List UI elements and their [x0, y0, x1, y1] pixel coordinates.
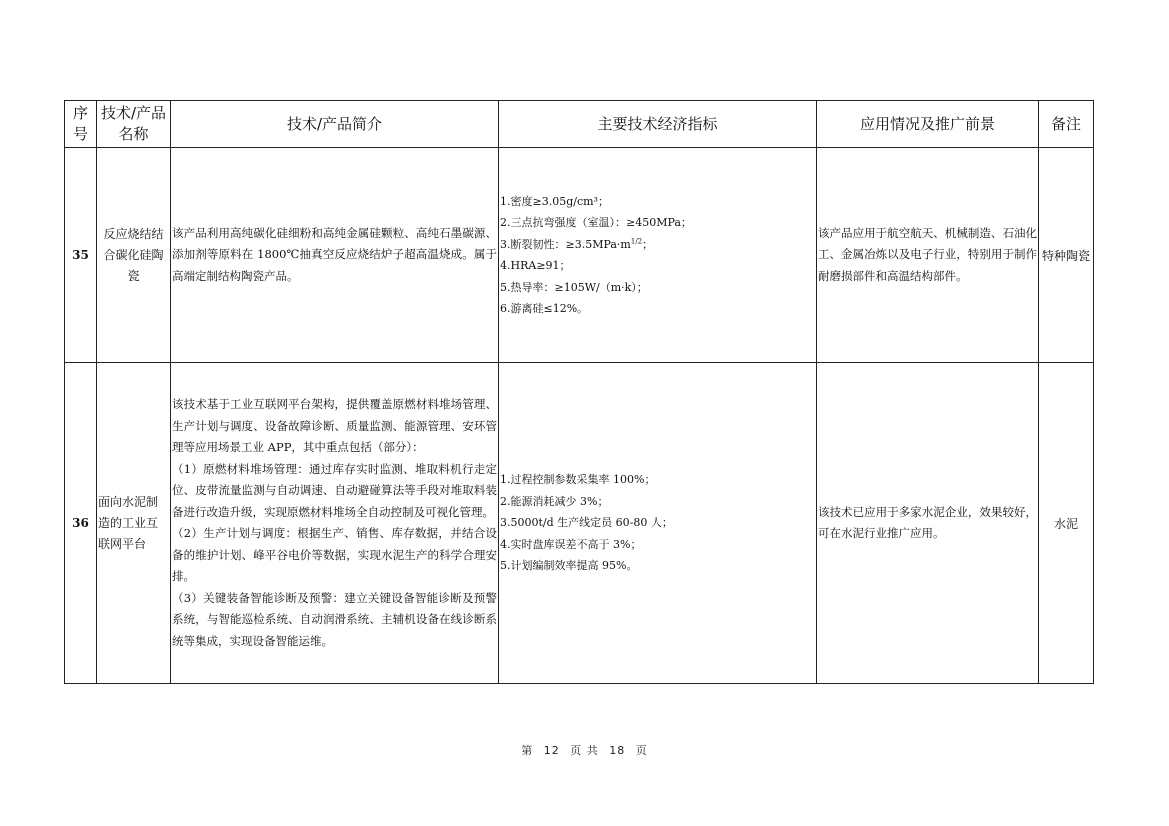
metric-text: 3.断裂韧性：≥3.5MPa·m: [500, 237, 631, 251]
row-intro: [171, 363, 499, 684]
row-name: 面向水泥制造的工业互联网平台: [97, 363, 171, 684]
intro-paragraph: （3）关键装备智能诊断及预警：建立关键设备智能诊断及预警系统，与智能巡检系统、自动润滑系统、主辅机设备在线诊断系统等集成，实现设备智能运维。: [172, 590, 497, 648]
page-footer: [0, 742, 1169, 758]
current-page-number: 12: [543, 744, 560, 757]
total-pages-number: 18: [609, 744, 626, 757]
row-application: 该技术已应用于多家水泥企业，效果较好，可在水泥行业推广应用。: [817, 363, 1039, 684]
header-intro: 技术/产品简介: [171, 101, 499, 148]
technology-table: [64, 100, 1094, 684]
metric-item: 4.实时盘库误差不高于 3%；: [500, 537, 642, 551]
metric-item: 4.HRA≥91；: [500, 259, 571, 272]
row-intro: 该产品利用高纯碳化硅细粉和高纯金属硅颗粒、高纯石墨碳源、添加剂等原料在 1800℃抽真空反应烧结炉子超高温烧成。属于高端定制结构陶瓷产品。: [171, 148, 499, 363]
table-header-row: [65, 101, 1094, 148]
metric-item: 5.热导率：≥105W/（m·k）；: [500, 280, 648, 294]
metric-item: 1.过程控制参数采集率 100%；: [500, 473, 656, 487]
table-row: [65, 148, 1094, 363]
footer-suffix: 页: [635, 744, 648, 757]
table-row: [65, 363, 1094, 684]
header-remark: 备注: [1039, 101, 1094, 148]
header-name: 技术/产品名称: [97, 101, 171, 148]
row-name: 反应烧结结合碳化硅陶瓷: [97, 148, 171, 363]
intro-paragraph: （1）原燃材料堆场管理：通过库存实时监测、堆取料机行走定位、皮带流量监测与自动调速、自动避碰算法等手段对堆取料装备进行改造升级，实现原燃材料堆场全自动控制及可视化管理。: [172, 461, 497, 519]
intro-paragraph: 该技术基于工业互联网平台架构，提供覆盖原燃材料堆场管理、生产计划与调度、设备故障诊断、质量监测、能源管理、安环管理等应用场景工业 APP，其中重点包括（部分）：: [172, 397, 497, 454]
metric-superscript: 1/2: [630, 236, 643, 245]
footer-prefix: 第: [521, 744, 534, 757]
header-seq: 序号: [65, 101, 97, 148]
header-metrics: 主要技术经济指标: [499, 101, 817, 148]
row-remark: 水泥: [1039, 363, 1094, 684]
metric-tail: ；: [642, 237, 654, 251]
metric-item: 1.密度≥3.05g/cm³；: [500, 194, 609, 208]
row-seq: 35: [65, 148, 97, 363]
footer-mid: 页 共: [570, 744, 599, 757]
intro-paragraph: （2）生产计划与调度：根据生产、销售、库存数据，并结合设备的维护计划、峰平谷电价等数据，实现水泥生产的科学合理安排。: [172, 526, 497, 583]
metric-item: 5.计划编制效率提高 95%。: [500, 559, 638, 573]
metric-item: 2.能源消耗减少 3%；: [500, 494, 609, 508]
header-application: 应用情况及推广前景: [817, 101, 1039, 148]
row-metrics: [499, 363, 817, 684]
row-application: 该产品应用于航空航天、机械制造、石油化工、金属冶炼以及电子行业，特别用于制作耐磨损部件和高温结构部件。: [817, 148, 1039, 363]
metric-item: 2.三点抗弯强度（室温）：≥450MPa；: [500, 216, 692, 229]
row-seq: 36: [65, 363, 97, 684]
metric-item: [500, 234, 815, 256]
metric-item: 3.5000t/d 生产线定员 60-80 人；: [500, 516, 673, 530]
row-metrics: [499, 148, 817, 363]
metric-item: 6.游离硅≤12%。: [500, 302, 589, 315]
row-remark: 特种陶瓷: [1039, 148, 1094, 363]
